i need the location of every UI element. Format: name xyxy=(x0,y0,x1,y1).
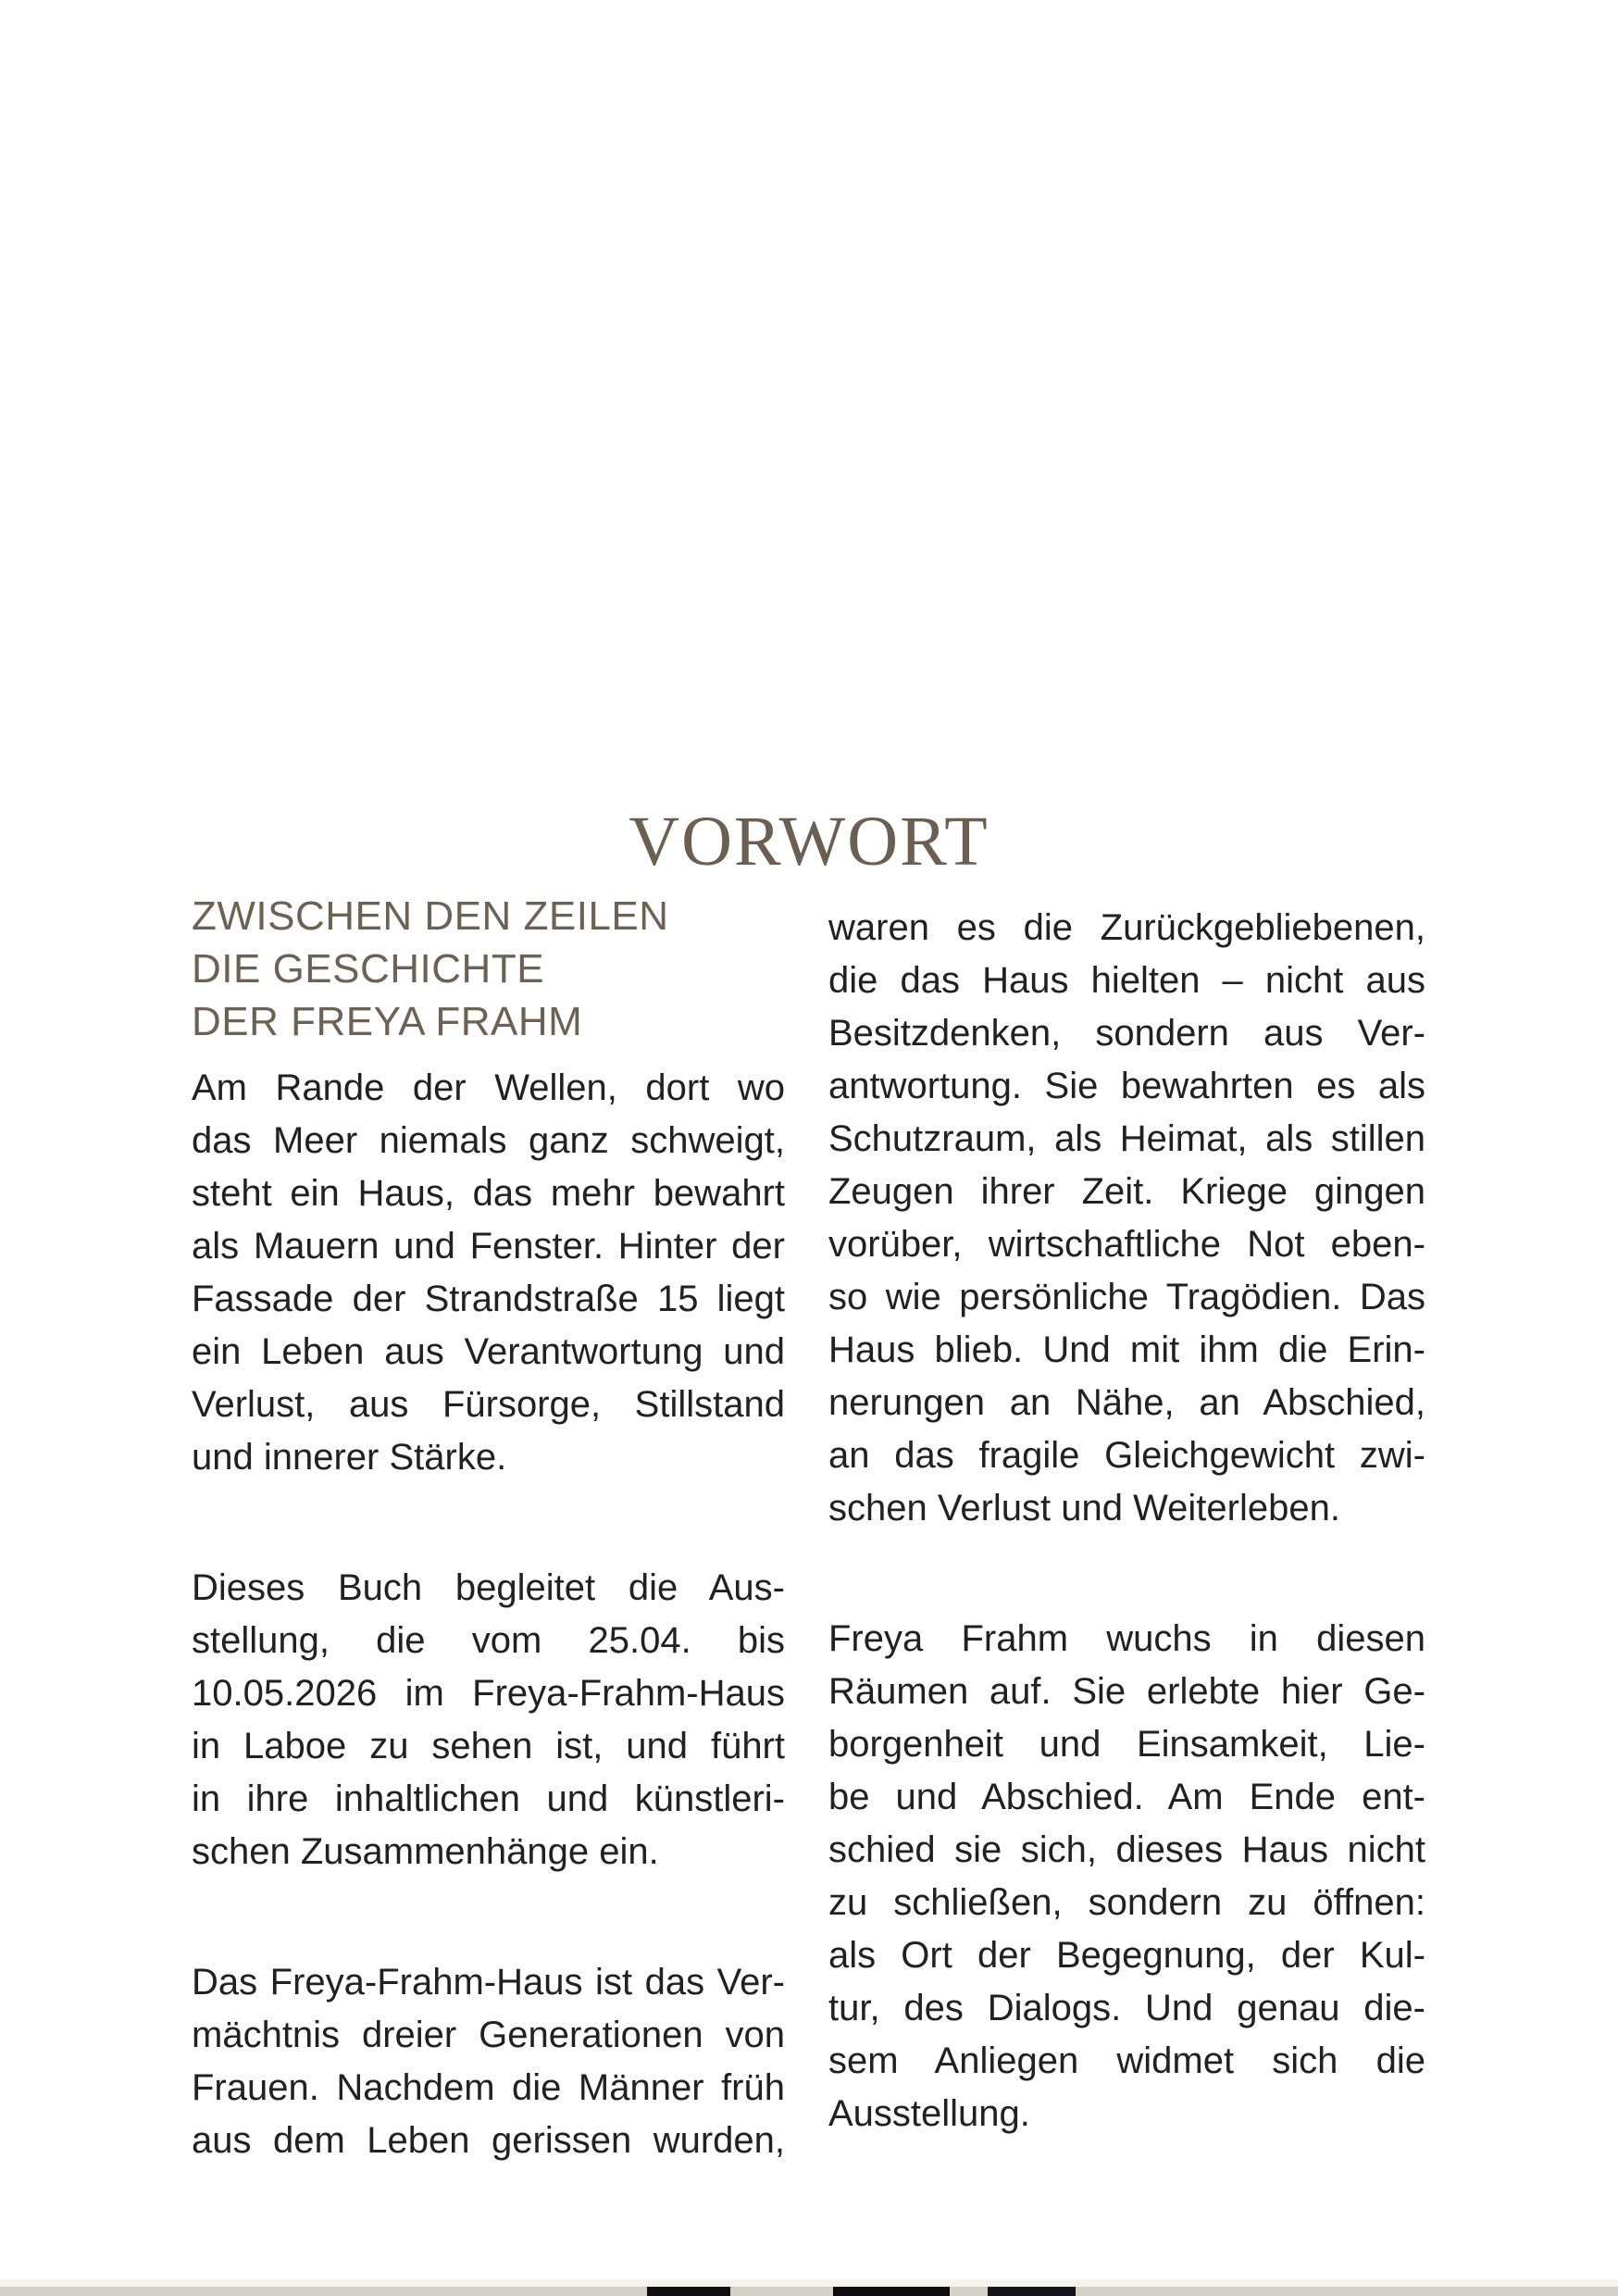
text-line: Ausstellung. xyxy=(828,2093,1030,2134)
text-line: Freya Frahm wuchs in diesen xyxy=(828,1618,1425,1659)
paragraph xyxy=(192,1562,785,1878)
text-line: aus dem Leben gerissen wurden, xyxy=(192,2120,785,2161)
text-line: DER FREYA FRAHM xyxy=(192,999,583,1044)
right-column xyxy=(828,890,1425,2167)
photo-strip-segment xyxy=(647,2287,730,2296)
text-line: schen Zusammenhänge ein. xyxy=(192,1831,659,1872)
text-line: Haus blieb. Und mit ihm die Erin- xyxy=(828,1329,1425,1370)
text-line: antwortung. Sie bewahrten es als xyxy=(828,1066,1425,1106)
text-line: Am Rande der Wellen, dort wo xyxy=(192,1067,785,1108)
text-line: als Mauern und Fenster. Hinter der xyxy=(192,1226,785,1267)
text-line: Dieses Buch begleitet die Aus- xyxy=(192,1567,785,1608)
text-line: Schutzraum, als Heimat, als stillen xyxy=(828,1118,1425,1159)
text-line: schied sie sich, dieses Haus nicht xyxy=(828,1829,1425,1870)
paragraph xyxy=(828,902,1425,1535)
text-line: mächtnis dreier Generationen von xyxy=(192,2015,785,2055)
photo-strip-segment xyxy=(988,2287,1076,2296)
text-line: Fassade der Strandstraße 15 liegt xyxy=(192,1279,785,1319)
text-line: vorüber, wirtschaftliche Not eben- xyxy=(828,1224,1425,1265)
text-line: 10.05.2026 im Freya-Frahm-Haus xyxy=(192,1673,785,1714)
text-line: als Ort der Begegnung, der Kul- xyxy=(828,1935,1425,1976)
text-line: tur, des Dialogs. Und genau die- xyxy=(828,1988,1425,2028)
text-line: ZWISCHEN DEN ZEILEN xyxy=(192,893,669,939)
photo-strip xyxy=(0,2287,1618,2296)
section-heading xyxy=(192,890,785,1048)
paragraph xyxy=(192,1956,785,2167)
text-line: DIE GESCHICHTE xyxy=(192,946,545,992)
page-title: VORWORT xyxy=(629,802,989,880)
text-line: nerungen an Nähe, an Abschied, xyxy=(828,1382,1425,1423)
text-line: Räumen auf. Sie erlebte hier Ge- xyxy=(828,1671,1425,1712)
paragraph xyxy=(828,1613,1425,2140)
text-line: Das Freya-Frahm-Haus ist das Ver- xyxy=(192,1962,785,2003)
text-line: in Laboe zu sehen ist, und führt xyxy=(192,1726,785,1766)
text-columns xyxy=(192,890,1425,2167)
text-line: waren es die Zurückgebliebenen, xyxy=(828,907,1425,948)
text-line: Verlust, aus Fürsorge, Stillstand xyxy=(192,1384,785,1425)
text-line: Besitzdenken, sondern aus Ver- xyxy=(828,1013,1425,1054)
text-line: das Meer niemals ganz schweigt, xyxy=(192,1120,785,1161)
text-line: stellung, die vom 25.04. bis xyxy=(192,1620,785,1661)
text-line: und innerer Stärke. xyxy=(192,1437,507,1478)
photo-strip-segment xyxy=(833,2287,950,2296)
text-line: an das fragile Gleichgewicht zwi- xyxy=(828,1435,1425,1476)
text-line: so wie persönliche Tragödien. Das xyxy=(828,1277,1425,1317)
text-line: zu schließen, sondern zu öffnen: xyxy=(828,1882,1425,1923)
text-line: Zeugen ihrer Zeit. Kriege gingen xyxy=(828,1171,1425,1212)
text-line: steht ein Haus, das mehr bewahrt xyxy=(192,1173,785,1214)
text-line: sem Anliegen widmet sich die xyxy=(828,2040,1425,2081)
text-line: in ihre inhaltlichen und künstleri- xyxy=(192,1778,785,1819)
text-line: schen Verlust und Weiterleben. xyxy=(828,1488,1340,1529)
paragraph xyxy=(192,1062,785,1484)
left-column xyxy=(192,890,785,2167)
text-line: die das Haus hielten – nicht aus xyxy=(828,960,1425,1001)
text-line: be und Abschied. Am Ende ent- xyxy=(828,1777,1425,1817)
text-line: Frauen. Nachdem die Männer früh xyxy=(192,2067,785,2108)
page-gap-line xyxy=(0,2279,1618,2287)
text-line: ein Leben aus Verantwortung und xyxy=(192,1331,785,1372)
text-line: borgenheit und Einsamkeit, Lie- xyxy=(828,1724,1425,1765)
